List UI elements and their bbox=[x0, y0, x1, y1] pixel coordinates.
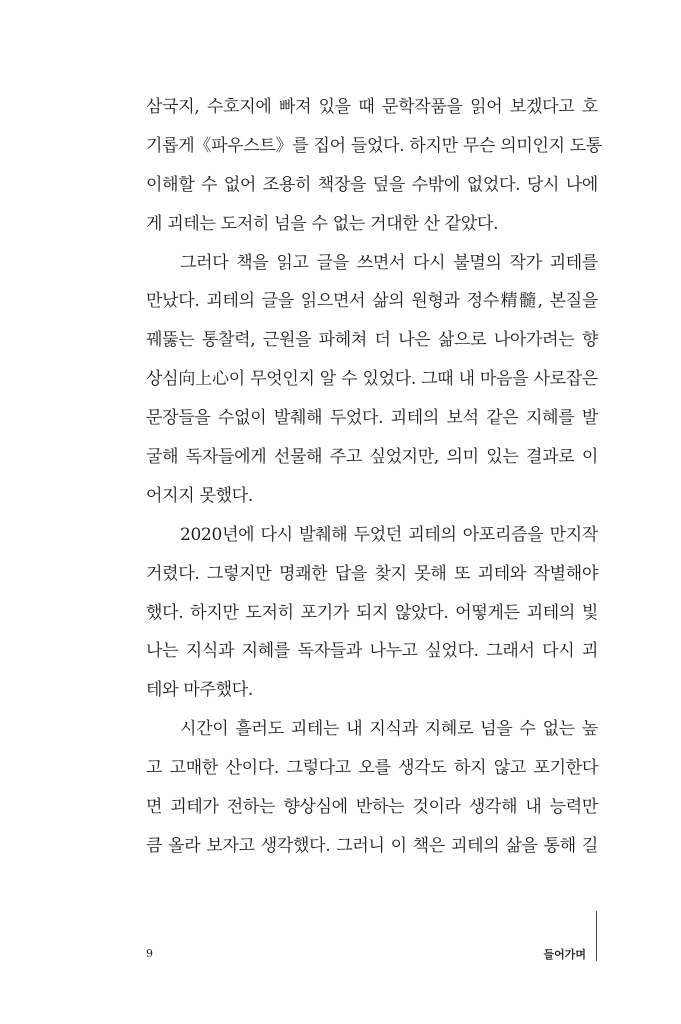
text-line: 했다. 하지만 도저히 포기가 되지 않았다. 어떻게든 괴테의 빛 bbox=[146, 602, 598, 623]
text-line: 큼 올라 보자고 생각했다. 그러니 이 책은 괴테의 삶을 통해 길 bbox=[146, 835, 598, 856]
text-line: 기롭게《파우스트》를 집어 들었다. 하지만 무슨 의미인지 도통 bbox=[146, 135, 603, 156]
text-line: 만났다. 괴테의 글을 읽으면서 삶의 원형과 정수精髓, 본질을 bbox=[146, 291, 598, 312]
text-line: 테와 마주했다. bbox=[146, 680, 253, 701]
page-number: 9 bbox=[146, 947, 153, 960]
text-line: 이해할 수 없어 조용히 책장을 덮을 수밖에 없었다. 당시 나에 bbox=[146, 174, 598, 195]
text-line: 면 괴테가 전하는 향상심에 반하는 것이라 생각해 내 능력만 bbox=[146, 797, 598, 818]
text-line: 게 괴테는 도저히 넘을 수 없는 거대한 산 같았다. bbox=[146, 213, 499, 234]
text-line: 나는 지식과 지혜를 독자들과 나누고 싶었다. 그래서 다시 괴 bbox=[146, 641, 598, 662]
text-line: 2020년에 다시 발췌해 두었던 괴테의 아포리즘을 만지작 bbox=[180, 524, 598, 545]
text-line: 어지지 못했다. bbox=[146, 485, 253, 506]
footer-divider bbox=[596, 911, 597, 961]
body-text bbox=[146, 88, 603, 866]
text-line: 꿰뚫는 통찰력, 근원을 파헤쳐 더 나은 삶으로 나아가려는 향 bbox=[146, 330, 598, 351]
text-line: 삼국지, 수호지에 빠져 있을 때 문학작품을 읽어 보겠다고 호 bbox=[146, 97, 598, 117]
text-line: 시간이 흘러도 괴테는 내 지식과 지혜로 넘을 수 없는 높 bbox=[180, 719, 598, 740]
running-footer-title: 들어가며 bbox=[543, 948, 586, 961]
text-line: 문장들을 수없이 발췌해 두었다. 괴테의 보석 같은 지혜를 발 bbox=[146, 408, 598, 429]
text-line: 그러다 책을 읽고 글을 쓰면서 다시 불멸의 작가 괴테를 bbox=[180, 252, 598, 273]
text-line: 고 고매한 산이다. 그렇다고 오를 생각도 하지 않고 포기한다 bbox=[146, 758, 598, 779]
text-line: 굴해 독자들에게 선물해 주고 싶었지만, 의미 있는 결과로 이 bbox=[146, 447, 598, 468]
text-line: 상심向上心이 무엇인지 알 수 있었다. 그때 내 마음을 사로잡은 bbox=[146, 369, 598, 390]
text-line: 거렸다. 그렇지만 명쾌한 답을 찾지 못해 또 괴테와 작별해야 bbox=[146, 563, 598, 584]
